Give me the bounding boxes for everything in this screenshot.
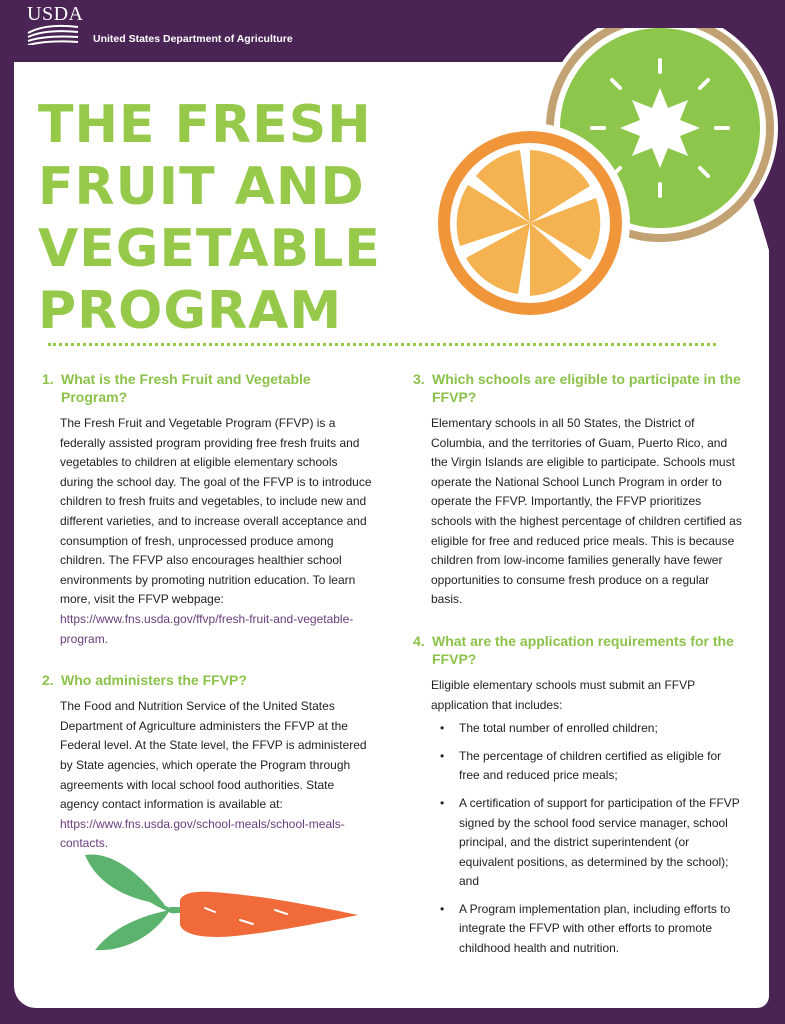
fruit-illustration bbox=[420, 28, 785, 328]
answer-4-intro: Eligible elementary schools must submit an FFVP application that includes: bbox=[431, 677, 695, 712]
answer-2 bbox=[60, 697, 372, 854]
question-4 bbox=[413, 632, 743, 668]
question-text: Who administers the FFVP? bbox=[61, 672, 247, 689]
dotted-divider bbox=[48, 343, 716, 346]
question-number: 3. bbox=[413, 371, 425, 387]
kiwi-center-icon bbox=[620, 88, 700, 168]
title-line: PROGRAM bbox=[38, 281, 343, 341]
title-line: THE FRESH bbox=[38, 95, 372, 155]
question-text: What is the Fresh Fruit and Vegetable Program? bbox=[61, 371, 311, 405]
question-text: What are the application requirements for the FFVP? bbox=[432, 632, 734, 667]
answer-text: The Food and Nutrition Service of the United States Department of Agriculture administers the FFVP at the Federal level. At the State level, the FFVP is administered by State agencies, which operate the Program through agreements with local school food authorities. State agency contact information is available at: bbox=[60, 699, 367, 812]
title-line: FRUIT AND bbox=[38, 157, 365, 217]
ffvp-webpage-link[interactable]: https://www.fns.usda.gov/ffvp/fresh-fruit-and-vegetable-program. bbox=[60, 611, 354, 646]
right-column bbox=[413, 370, 743, 967]
carrot-icon bbox=[75, 850, 365, 960]
answer-3: Elementary schools in all 50 States, the District of Columbia, and the territories of Guam, Puerto Rico, and the Virgin Islands are eligible to participate. Schools must operate the National School Lunch Program in order to operate the FFVP. Importantly, the FFVP prioritizes schools with the highest percentage of children certified as eligible for free and reduced price meals. This is because children from low-income families generally have fewer opportunities to consume fresh produce on a regular basis. bbox=[431, 416, 742, 607]
list-item: • The percentage of children certified as eligible for free and reduced price meals; bbox=[431, 747, 743, 786]
state-contacts-link[interactable]: https://www.fns.usda.gov/school-meals/school-meals-contacts. bbox=[60, 816, 345, 851]
usda-logo-text: USDA bbox=[27, 3, 84, 25]
list-item: • A certification of support for participation of the FFVP signed by the school food service manager, school principal, and the district superintendent (or equivalent positions, as determined by the school); and bbox=[431, 794, 743, 892]
question-3 bbox=[413, 370, 743, 406]
question-number: 4. bbox=[413, 632, 425, 649]
question-text: Which schools are eligible to participate in the FFVP? bbox=[432, 371, 741, 405]
answer-text: The Fresh Fruit and Vegetable Program (FFVP) is a federally assisted program providing free fresh fruits and vegetables to children at eligible elementary schools during the school day. The goal of the FFVP is to introduce children to fresh fruits and vegetables, to include new and different varieties, and to increase overall acceptance and consumption of fresh, unprocessed produce among children. The FFVP also encourages healthier school environments by promoting nutrition education. To learn more, visit the FFVP webpage: bbox=[60, 416, 372, 607]
question-number: 1. bbox=[42, 371, 54, 387]
list-item: • The total number of enrolled children; bbox=[431, 719, 743, 739]
list-item: • A Program implementation plan, including efforts to integrate the FFVP with other efforts to promote childhood health and nutrition. bbox=[431, 900, 743, 959]
question-2 bbox=[42, 671, 372, 689]
requirements-list bbox=[431, 719, 743, 959]
title-line: VEGETABLE bbox=[38, 219, 381, 279]
department-name: United States Department of Agriculture bbox=[93, 33, 293, 45]
left-column bbox=[42, 370, 372, 854]
question-1 bbox=[42, 370, 372, 406]
page-title bbox=[38, 94, 381, 342]
answer-1 bbox=[60, 414, 372, 649]
question-number: 2. bbox=[42, 672, 54, 689]
